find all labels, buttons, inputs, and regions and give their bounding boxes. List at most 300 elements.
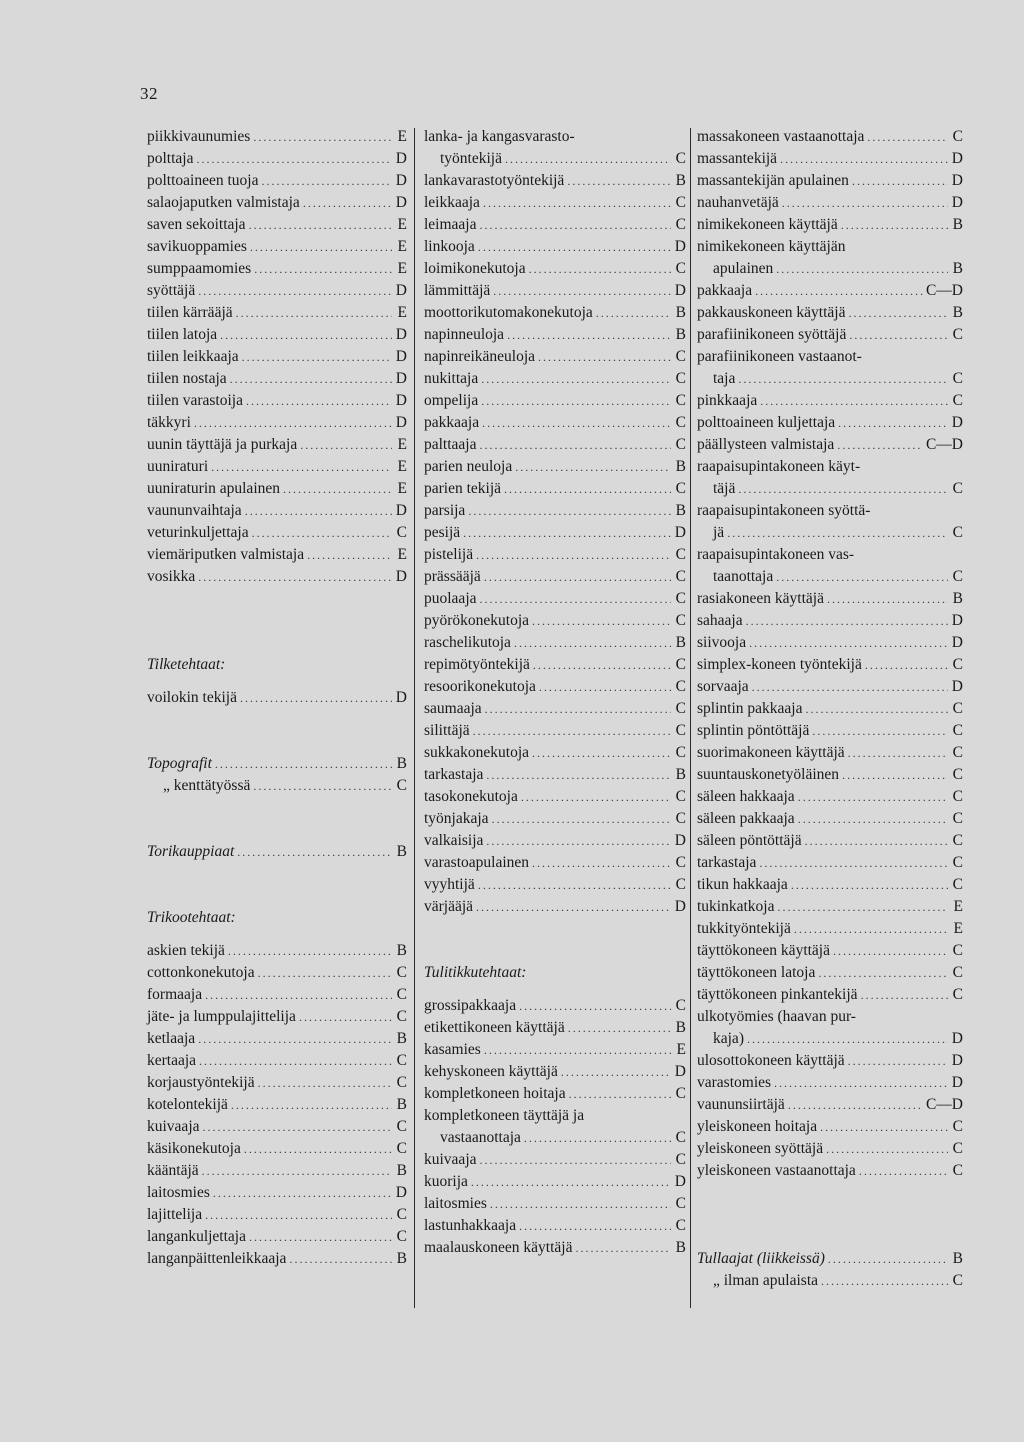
leader-dots: [299, 1006, 392, 1028]
category-code: C: [675, 810, 686, 827]
list-item: [147, 775, 407, 797]
list-item: [424, 786, 686, 808]
list-item: [147, 346, 407, 368]
category-code: B: [952, 304, 963, 321]
leader-dots: [493, 280, 671, 302]
leader-dots: [859, 1160, 948, 1182]
leader-dots: [254, 258, 392, 280]
list-item: [147, 478, 407, 500]
leader-dots: [818, 962, 948, 984]
leader-dots: [480, 1149, 671, 1171]
leader-dots: [198, 1028, 392, 1050]
category-code: D: [395, 689, 407, 706]
category-code: C—D: [925, 1096, 963, 1113]
category-code: C: [952, 942, 963, 959]
section-heading: Trikootehtaat:: [147, 909, 236, 926]
category-code: C: [675, 150, 686, 167]
column-3: [697, 126, 963, 1292]
list-item: [424, 214, 686, 236]
list-item: [147, 1182, 407, 1204]
occupation-name: taanottaja: [713, 568, 774, 585]
list-item: [697, 302, 963, 324]
category-code: C: [675, 1195, 686, 1212]
leader-dots: [521, 786, 671, 808]
occupation-name: viemäriputken valmistaja: [147, 546, 305, 563]
list-item: [697, 192, 963, 214]
occupation-name: vosikka: [147, 568, 196, 585]
leader-dots: [749, 632, 948, 654]
occupation-name: pyörökonekutoja: [424, 612, 530, 629]
category-code: C: [675, 216, 686, 233]
leader-dots: [300, 434, 392, 456]
leader-dots: [485, 698, 671, 720]
spacer: [147, 863, 407, 907]
spacer: [147, 588, 407, 654]
occupation-name: massakoneen vastaanottaja: [697, 128, 865, 145]
occupation-name: leikkaaja: [424, 194, 480, 211]
list-item: [697, 1116, 963, 1138]
list-item: [147, 324, 407, 346]
category-code: C: [675, 700, 686, 717]
category-code: B: [952, 216, 963, 233]
leader-dots: [261, 170, 392, 192]
category-code: C: [675, 194, 686, 211]
category-code: B: [675, 766, 686, 783]
category-code: D: [395, 392, 407, 409]
leader-dots: [198, 566, 392, 588]
category-code: D: [395, 172, 407, 189]
list-item: [697, 280, 963, 302]
leader-dots: [532, 852, 671, 874]
list-item: [697, 1270, 963, 1292]
leader-dots: [865, 654, 948, 676]
list-item: [147, 1226, 407, 1248]
leader-dots: [791, 874, 948, 896]
list-item: [147, 368, 407, 390]
leader-dots: [519, 1215, 671, 1237]
occupation-name: saumaaja: [424, 700, 482, 717]
occupation-name: täkkyri: [147, 414, 191, 431]
category-code: B: [675, 458, 686, 475]
category-code: C: [952, 700, 963, 717]
leader-dots: [249, 214, 392, 236]
leader-dots: [242, 346, 392, 368]
category-code: C: [952, 524, 963, 541]
list-item: [697, 632, 963, 654]
list-item: [697, 1160, 963, 1182]
category-code: E: [397, 304, 407, 321]
category-code: C: [952, 832, 963, 849]
category-code: D: [951, 634, 963, 651]
occupation-name: vaununsiirtäjä: [697, 1096, 785, 1113]
leader-dots: [568, 1017, 671, 1039]
list-item: [697, 324, 963, 346]
category-code: D: [395, 1184, 407, 1201]
spacer: [147, 676, 407, 687]
list-item: [697, 368, 963, 390]
leader-dots: [812, 720, 948, 742]
occupation-name: ompelija: [424, 392, 479, 409]
occupation-name: täyttökoneen latoja: [697, 964, 816, 981]
occupation-name: Topografit: [147, 755, 212, 772]
list-item: [424, 544, 686, 566]
leader-dots: [776, 258, 948, 280]
category-code: C: [952, 766, 963, 783]
occupation-name: värjääjä: [424, 898, 474, 915]
entry-line-continued: lanka- ja kangasvarasto-: [424, 128, 575, 145]
leader-dots: [220, 324, 392, 346]
category-code: D: [951, 194, 963, 211]
leader-dots: [211, 456, 392, 478]
category-code: C: [396, 1008, 407, 1025]
category-code: D: [951, 1052, 963, 1069]
list-item: [424, 808, 686, 830]
occupation-name: raschelikutoja: [424, 634, 511, 651]
leader-dots: [240, 687, 392, 709]
occupation-name: moottorikutomakonekutoja: [424, 304, 593, 321]
leader-dots: [514, 632, 671, 654]
entry-line-continued: raapaisupintakoneen syöttä-: [697, 502, 871, 519]
occupation-name: polttoaineen kuljettaja: [697, 414, 836, 431]
leader-dots: [848, 742, 948, 764]
category-code: C: [675, 436, 686, 453]
list-item: [697, 808, 963, 830]
leader-dots: [774, 1072, 948, 1094]
category-code: C: [396, 1074, 407, 1091]
list-item: [147, 522, 407, 544]
occupation-name: kotelontekijä: [147, 1096, 228, 1113]
category-code: C: [952, 788, 963, 805]
occupation-name: nauhanvetäjä: [697, 194, 779, 211]
category-code: C: [675, 546, 686, 563]
leader-dots: [848, 1050, 948, 1072]
category-code: C: [675, 370, 686, 387]
occupation-name: tiilen latoja: [147, 326, 218, 343]
leader-dots: [507, 324, 671, 346]
category-code: C: [396, 1140, 407, 1157]
list-item: [424, 1171, 686, 1193]
leader-dots: [794, 918, 948, 940]
category-code: D: [674, 282, 686, 299]
category-code: E: [397, 546, 407, 563]
list-item: [424, 995, 686, 1017]
occupation-name: parien neuloja: [424, 458, 513, 475]
category-code: C: [675, 590, 686, 607]
leader-dots: [575, 1237, 671, 1259]
list-item: [424, 654, 686, 676]
occupation-name: yleiskoneen syöttäjä: [697, 1140, 824, 1157]
category-code: C: [396, 986, 407, 1003]
occupation-name: pesijä: [424, 524, 461, 541]
occupation-name: polttaja: [147, 150, 194, 167]
section-heading-entry: [697, 1248, 963, 1270]
occupation-name: kehyskoneen käyttäjä: [424, 1063, 558, 1080]
leader-dots: [199, 1050, 392, 1072]
category-code: E: [397, 238, 407, 255]
category-code: B: [952, 1250, 963, 1267]
occupation-name: tiilen varastoija: [147, 392, 243, 409]
category-code: B: [396, 1162, 407, 1179]
column-rule-left: [414, 128, 415, 1308]
list-item: [147, 236, 407, 258]
occupation-name: vaununvaihtaja: [147, 502, 242, 519]
list-item: [697, 940, 963, 962]
occupation-name: resoorikonekutoja: [424, 678, 536, 695]
category-code: D: [395, 370, 407, 387]
category-code: D: [674, 898, 686, 915]
occupation-name: splintin pöntöttäjä: [697, 722, 810, 739]
occupation-name: tukkityöntekijä: [697, 920, 791, 937]
category-code: C: [952, 480, 963, 497]
list-item: [147, 1204, 407, 1226]
list-item: [147, 126, 407, 148]
list-item: [424, 500, 686, 522]
category-code: B: [396, 1250, 407, 1267]
leader-dots: [759, 852, 948, 874]
list-item: [424, 1039, 686, 1061]
leader-dots: [303, 192, 392, 214]
list-item: [424, 148, 686, 170]
list-item: [697, 214, 963, 236]
occupation-name: yleiskoneen hoitaja: [697, 1118, 818, 1135]
list-item: [424, 698, 686, 720]
list-item: [147, 687, 407, 709]
occupation-name: lastunhakkaaja: [424, 1217, 517, 1234]
category-code: D: [674, 238, 686, 255]
category-code: C: [396, 1052, 407, 1069]
list-item: [147, 984, 407, 1006]
category-code: D: [395, 502, 407, 519]
entry-line-continued: raapaisupintakoneen käyt-: [697, 458, 861, 475]
leader-dots: [533, 654, 671, 676]
occupation-name: savikuoppamies: [147, 238, 247, 255]
leader-dots: [841, 214, 948, 236]
category-code: C: [952, 986, 963, 1003]
leader-dots: [752, 676, 948, 698]
category-code: B: [675, 1019, 686, 1036]
category-code: E: [676, 1041, 686, 1058]
occupation-name: kääntäjä: [147, 1162, 199, 1179]
list-item: [697, 610, 963, 632]
leader-dots: [480, 588, 671, 610]
occupation-name: sumppaamomies: [147, 260, 252, 277]
occupation-name: yleiskoneen vastaanottaja: [697, 1162, 856, 1179]
category-code: C: [675, 1129, 686, 1146]
leader-dots: [738, 368, 948, 390]
list-item: [697, 764, 963, 786]
list-item: [697, 170, 963, 192]
category-code: C: [675, 612, 686, 629]
list-item: [424, 1149, 686, 1171]
occupation-name: langankuljettaja: [147, 1228, 246, 1245]
occupation-name: tiilen kärrääjä: [147, 304, 233, 321]
category-code: D: [395, 568, 407, 585]
category-code: C: [675, 744, 686, 761]
list-item: [424, 742, 686, 764]
leader-dots: [198, 280, 392, 302]
leader-dots: [538, 346, 671, 368]
category-code: C: [675, 678, 686, 695]
occupation-name: napinneuloja: [424, 326, 505, 343]
leader-dots: [473, 720, 671, 742]
list-item: [147, 192, 407, 214]
section-heading: Tilketehtaat:: [147, 656, 226, 673]
list-item: [697, 412, 963, 434]
occupation-name: apulainen: [713, 260, 774, 277]
category-code: C: [952, 964, 963, 981]
leader-dots: [476, 544, 671, 566]
occupation-name: täyttökoneen käyttäjä: [697, 942, 830, 959]
list-item: [424, 1237, 686, 1259]
entry-line-continued: kompletkoneen täyttäjä ja: [424, 1107, 585, 1124]
leader-dots: [231, 1094, 392, 1116]
occupation-name: laitosmies: [424, 1195, 487, 1212]
category-code: C: [396, 1206, 407, 1223]
list-item: [147, 412, 407, 434]
list-item: [147, 280, 407, 302]
occupation-name: pinkkaaja: [697, 392, 758, 409]
list-item: [424, 346, 686, 368]
occupation-name: käsikonekutoja: [147, 1140, 241, 1157]
leader-dots: [828, 1248, 948, 1270]
list-item: [424, 720, 686, 742]
list-item: [424, 192, 686, 214]
list-item: [424, 1083, 686, 1105]
category-code: C: [396, 1118, 407, 1135]
category-code: C: [675, 392, 686, 409]
category-code: D: [951, 172, 963, 189]
list-item: [424, 390, 686, 412]
occupation-name: lankavarastotyöntekijä: [424, 172, 565, 189]
list-item: [697, 874, 963, 896]
occupation-name: tukinkatkoja: [697, 898, 775, 915]
leader-dots: [205, 1204, 392, 1226]
list-item: [147, 1138, 407, 1160]
category-code: B: [396, 1096, 407, 1113]
leader-dots: [826, 1138, 948, 1160]
occupation-name: palttaaja: [424, 436, 477, 453]
category-code: D: [395, 326, 407, 343]
leader-dots: [838, 412, 948, 434]
occupation-name: parien tekijä: [424, 480, 502, 497]
list-item: [424, 280, 686, 302]
leader-dots: [236, 302, 392, 324]
page-number: 32: [140, 84, 158, 103]
category-code: D: [674, 1173, 686, 1190]
occupation-name: tarkastaja: [424, 766, 484, 783]
leader-dots: [532, 610, 671, 632]
occupation-name: varastoapulainen: [424, 854, 530, 871]
leader-dots: [505, 148, 671, 170]
occupation-name: pakkauskoneen käyttäjä: [697, 304, 846, 321]
leader-dots: [228, 940, 392, 962]
category-code: C: [952, 810, 963, 827]
leader-dots: [746, 610, 948, 632]
leader-dots: [561, 1061, 671, 1083]
leader-dots: [798, 808, 948, 830]
category-code: B: [675, 634, 686, 651]
category-code: D: [674, 832, 686, 849]
category-code: C: [675, 480, 686, 497]
occupation-name: „ ilman apulaista: [713, 1272, 819, 1289]
occupation-name: rasiakoneen käyttäjä: [697, 590, 824, 607]
occupation-name: kaja): [713, 1030, 744, 1047]
leader-dots: [805, 698, 948, 720]
category-code: C: [675, 1085, 686, 1102]
list-item: [424, 302, 686, 324]
leader-dots: [833, 940, 948, 962]
category-code: C: [952, 392, 963, 409]
leader-dots: [776, 566, 948, 588]
category-code: C: [952, 568, 963, 585]
occupation-name: sorvaaja: [697, 678, 749, 695]
category-code: C: [675, 997, 686, 1014]
leader-dots: [596, 302, 671, 324]
category-code: B: [675, 304, 686, 321]
leader-dots: [213, 1182, 392, 1204]
list-item: [424, 632, 686, 654]
category-code: C: [396, 1228, 407, 1245]
column-2: [424, 126, 686, 1259]
entry-line-continued: raapaisupintakoneen vas-: [697, 546, 855, 563]
occupation-name: Tullaajat (liikkeissä): [697, 1250, 825, 1267]
category-code: C: [952, 1162, 963, 1179]
leader-dots: [250, 236, 392, 258]
occupation-name: ulosottokoneen käyttäjä: [697, 1052, 845, 1069]
list-item: [697, 984, 963, 1006]
category-code: C: [952, 656, 963, 673]
list-item: [697, 896, 963, 918]
category-code: B: [396, 1030, 407, 1047]
list-item: [697, 720, 963, 742]
list-item: [697, 742, 963, 764]
leader-dots: [490, 1193, 671, 1215]
occupation-name: massantekijä: [697, 150, 778, 167]
leader-dots: [249, 1226, 392, 1248]
list-item: [424, 852, 686, 874]
category-code: E: [397, 260, 407, 277]
occupation-name: jä: [713, 524, 725, 541]
section-heading-entry: [147, 753, 407, 775]
list-item: [147, 566, 407, 588]
leader-dots: [852, 170, 948, 192]
category-code: C: [675, 568, 686, 585]
leader-dots: [788, 1094, 923, 1116]
occupation-name: prässääjä: [424, 568, 481, 585]
leader-dots: [203, 1116, 392, 1138]
leader-dots: [481, 390, 671, 412]
occupation-name: langanpäittenleikkaaja: [147, 1250, 287, 1267]
leader-dots: [867, 126, 948, 148]
category-code: C: [675, 348, 686, 365]
occupation-name: valkaisija: [424, 832, 484, 849]
category-code: C: [952, 854, 963, 871]
leader-dots: [478, 874, 671, 896]
category-code: B: [396, 843, 407, 860]
list-item: [424, 610, 686, 632]
occupation-name: kuivaaja: [424, 1151, 477, 1168]
category-code: B: [396, 942, 407, 959]
occupation-name: korjaustyöntekijä: [147, 1074, 255, 1091]
column-1: [147, 126, 407, 1270]
occupation-name: työntekijä: [440, 150, 502, 167]
occupation-name: nukittaja: [424, 370, 479, 387]
list-item: [147, 1248, 407, 1270]
occupation-name: syöttäjä: [147, 282, 196, 299]
leader-dots: [481, 368, 671, 390]
leader-dots: [532, 742, 671, 764]
occupation-name: napinreikäneuloja: [424, 348, 536, 365]
